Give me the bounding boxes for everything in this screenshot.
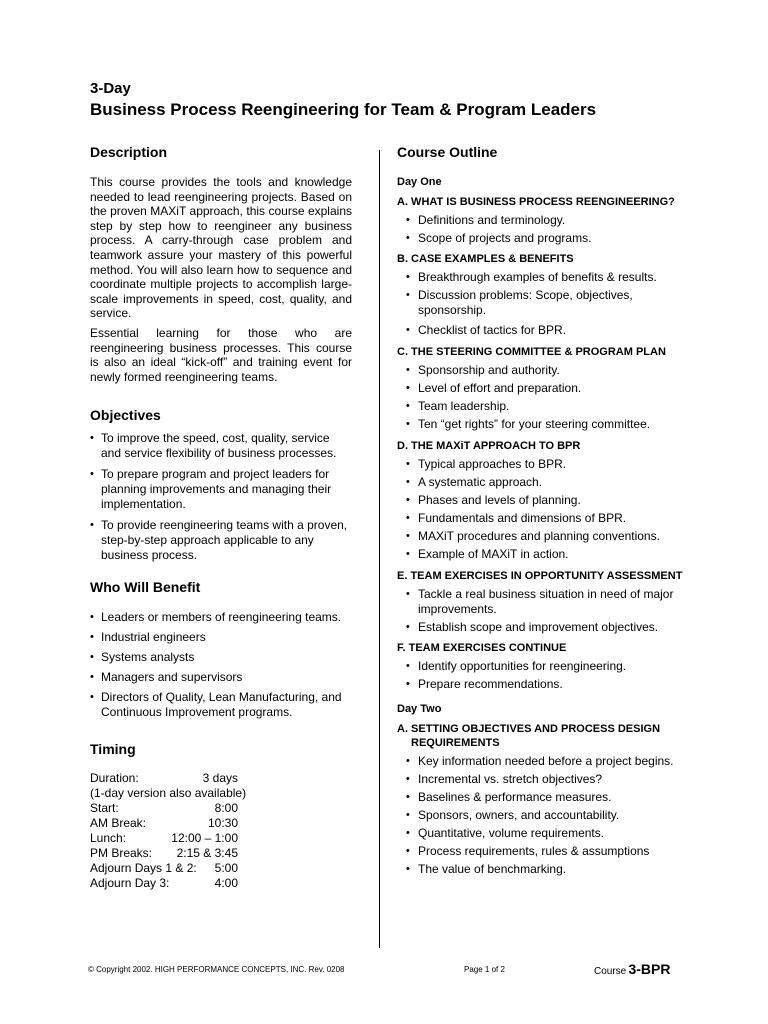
list-item: • Discussion problems: Scope, objectives, sponsorship. [397, 288, 697, 318]
list-item: • MAXiT procedures and planning conventions. [397, 529, 697, 544]
list-item: • Process requirements, rules & assumptions [397, 844, 697, 859]
timing-heading: Timing [90, 741, 136, 758]
list-item: • Incremental vs. stretch objectives? [397, 772, 697, 787]
list-item: • A systematic approach. [397, 475, 697, 490]
list-item: • Leaders or members of reengineering teams. [90, 610, 352, 625]
timing-label: PM Breaks: [90, 846, 153, 861]
list-item: • Establish scope and improvement objectives. [397, 620, 697, 635]
list-item: • Scope of projects and programs. [397, 231, 697, 246]
section-title: B. CASE EXAMPLES & BENEFITS [397, 253, 574, 265]
list-item: • Prepare recommendations. [397, 677, 697, 692]
timing-label: Start: [90, 801, 119, 816]
section-items [397, 363, 697, 432]
timing-value: 10:30 [207, 816, 238, 831]
list-item: • Key information needed before a project begins. [397, 754, 697, 769]
copyright-notice: © Copyright 2002. HIGH PERFORMANCE CONCEPTS, INC. Rev. 0208 [88, 965, 345, 974]
timing-row [90, 876, 352, 891]
course-title: Business Process Reengineering for Team & Program Leaders [90, 100, 597, 119]
course-code-value: 3-BPR [628, 961, 671, 977]
list-item: • The value of benchmarking. [397, 862, 697, 877]
page-number: Page 1 of 2 [464, 965, 505, 974]
section-title: D. THE MAXiT APPROACH TO BPR [397, 440, 581, 452]
list-item: • Fundamentals and dimensions of BPR. [397, 511, 697, 526]
timing-value: 3 days [202, 771, 238, 786]
list-item: • Quantitative, volume requirements. [397, 826, 697, 841]
document-header [90, 80, 690, 121]
timing-label: AM Break: [90, 816, 147, 831]
timing-value: 5:00 [214, 861, 238, 876]
list-item: • Example of MAXiT in action. [397, 547, 697, 562]
course-code [594, 961, 671, 977]
timing-value: 12:00 – 1:00 [171, 831, 238, 846]
list-item: • Breakthrough examples of benefits & results. [397, 270, 697, 285]
list-item: • Phases and levels of planning. [397, 493, 697, 508]
timing-row [90, 801, 352, 816]
list-item: • Industrial engineers [90, 630, 352, 645]
description-paragraph: Essential learning for those who are reengineering business processes. This course is also an ideal “kick-off” and training event for newly formed reengineering teams. [90, 325, 352, 384]
section-items [397, 457, 697, 562]
timing-value: 2:15 & 3:45 [176, 846, 238, 861]
timing-label: Lunch: [90, 831, 127, 846]
section-title: F. TEAM EXERCISES CONTINUE [397, 642, 567, 654]
list-item: • Team leadership. [397, 399, 697, 414]
section-items [397, 587, 697, 635]
timing-label: Adjourn Day 3: [90, 876, 170, 891]
column-divider [379, 150, 380, 948]
section-title: A. SETTING OBJECTIVES AND PROCESS DESIGN REQUIREMENTS [397, 723, 661, 749]
description-heading: Description [90, 144, 168, 160]
timing-row [90, 831, 352, 846]
list-item: • Typical approaches to BPR. [397, 457, 697, 472]
timing-note: (1-day version also available) [90, 786, 247, 801]
section-items [397, 659, 697, 692]
timing-label: Adjourn Days 1 & 2: [90, 861, 197, 876]
timing-row [90, 846, 352, 861]
timing-label: Duration: [90, 771, 139, 786]
list-item: • Definitions and terminology. [397, 213, 697, 228]
list-item: • Directors of Quality, Lean Manufacturing, and Continuous Improvement programs. [90, 690, 352, 720]
list-item: • Baselines & performance measures. [397, 790, 697, 805]
benefit-list [90, 610, 352, 720]
timing-value: 4:00 [214, 876, 238, 891]
list-item: • Systems analysts [90, 650, 352, 665]
who-will-benefit-heading: Who Will Benefit [90, 579, 201, 596]
timing-schedule [90, 771, 352, 891]
list-item: • Checklist of tactics for BPR. [397, 323, 697, 338]
objectives-list [90, 431, 352, 563]
description-paragraph: This course provides the tools and knowledge needed to lead reengineering projects. Based on the proven MAXiT approach, this course explains step by step how to reengineer any business process. A carry-through case problem and teamwork assure your mastery of this powerful method. You will also learn how to sequence and coordinate multiple projects to accomplish large-scale improvements in speed, cost, quality, and service. [90, 175, 352, 321]
course-outline-heading: Course Outline [397, 144, 498, 160]
section-items [397, 213, 697, 246]
timing-row [90, 861, 352, 876]
section-items [397, 754, 697, 877]
day-label: Day One [397, 176, 442, 188]
day-label: Day Two [397, 703, 442, 715]
list-item: • To prepare program and project leaders for planning improvements and managing their implementation. [90, 467, 352, 512]
section-items [397, 270, 697, 338]
list-item: • Ten “get rights” for your steering committee. [397, 417, 697, 432]
list-item: • Level of effort and preparation. [397, 381, 697, 396]
list-item: • To provide reengineering teams with a proven, step-by-step approach applicable to any business process. [90, 518, 352, 563]
section-title: A. WHAT IS BUSINESS PROCESS REENGINEERING? [397, 196, 675, 208]
list-item: • Sponsors, owners, and accountability. [397, 808, 697, 823]
list-item: • Sponsorship and authority. [397, 363, 697, 378]
timing-value: 8:00 [214, 801, 238, 816]
section-title: E. TEAM EXERCISES IN OPPORTUNITY ASSESSMENT [397, 570, 683, 582]
left-column [90, 143, 352, 891]
list-item: • Identify opportunities for reengineering. [397, 659, 697, 674]
list-item: • To improve the speed, cost, quality, service and service flexibility of business processes. [90, 431, 352, 461]
right-column [397, 143, 697, 877]
course-word: Course [594, 966, 627, 977]
timing-row [90, 816, 352, 831]
timing-row [90, 771, 352, 786]
course-duration-kicker: 3-Day [90, 80, 131, 97]
list-item: • Tackle a real business situation in need of major improvements. [397, 587, 697, 617]
section-title: C. THE STEERING COMMITTEE & PROGRAM PLAN [397, 346, 666, 358]
list-item: • Managers and supervisors [90, 670, 352, 685]
objectives-heading: Objectives [90, 407, 161, 424]
